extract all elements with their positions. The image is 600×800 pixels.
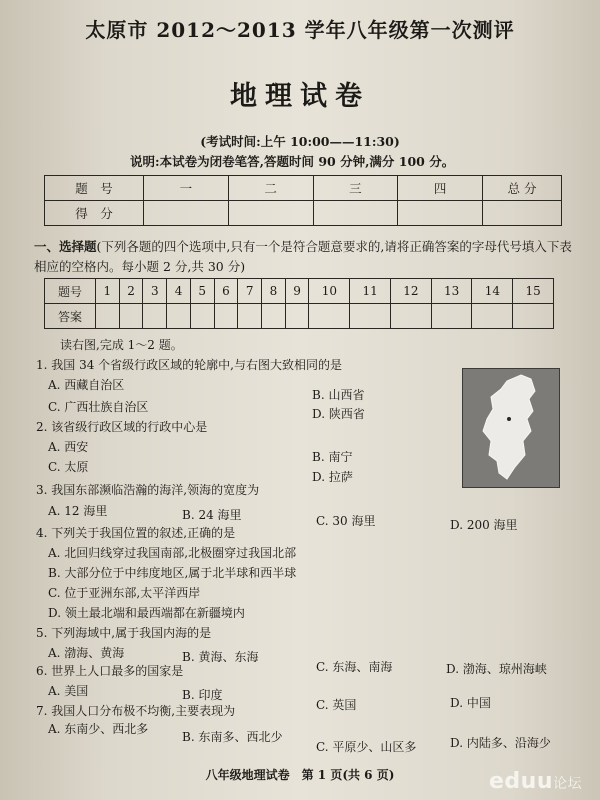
answer-cell-10[interactable] xyxy=(309,304,350,329)
answer-cell-12[interactable] xyxy=(390,304,431,329)
q1-option-b[interactable]: B. 山西省 xyxy=(312,388,365,402)
q2-option-c[interactable]: C. 太原 xyxy=(48,460,89,474)
q7-stem: 7. 我国人口分布极不均衡,主要表现为 xyxy=(36,704,236,718)
answer-cell-5[interactable] xyxy=(190,304,214,329)
answer-cell-9[interactable] xyxy=(285,304,309,329)
answer-cell-8[interactable] xyxy=(262,304,286,329)
q4-stem: 4. 下列关于我国位置的叙述,正确的是 xyxy=(36,526,236,540)
score-table xyxy=(44,175,562,226)
q3-stem: 3. 我国东部濒临浩瀚的海洋,领海的宽度为 xyxy=(36,483,260,497)
exam-title: 太原市 2012～2013 学年八年级第一次测评 xyxy=(85,18,515,42)
section1-heading xyxy=(34,237,574,277)
answer-cell-15[interactable] xyxy=(513,304,554,329)
answer-number: 6 xyxy=(214,279,238,304)
score-input-section3[interactable] xyxy=(313,201,398,226)
answer-table-answer-row xyxy=(45,304,554,329)
q6-option-b[interactable]: B. 印度 xyxy=(182,688,223,702)
score-cell-section3: 三 xyxy=(313,176,398,201)
answer-cell-2[interactable] xyxy=(119,304,143,329)
watermark-suffix: 论坛 xyxy=(553,776,582,792)
q1-option-a[interactable]: A. 西藏自治区 xyxy=(48,378,125,392)
q5-option-c[interactable]: C. 东海、南海 xyxy=(316,660,393,674)
answer-table-answer-label: 答案 xyxy=(45,304,96,329)
q3-option-c[interactable]: C. 30 海里 xyxy=(316,514,376,528)
answer-number: 14 xyxy=(472,279,513,304)
score-table-header-row xyxy=(45,176,562,201)
answer-number: 15 xyxy=(513,279,554,304)
q5-option-d[interactable]: D. 渤海、琼州海峡 xyxy=(446,662,547,676)
q5-option-b[interactable]: B. 黄海、东海 xyxy=(182,650,259,664)
watermark-brand: eduu xyxy=(489,769,553,794)
q4-option-d[interactable]: D. 领土最北端和最西端都在新疆境内 xyxy=(48,606,245,620)
q6-option-d[interactable]: D. 中国 xyxy=(450,696,491,710)
answer-cell-14[interactable] xyxy=(472,304,513,329)
q5-stem: 5. 下列海域中,属于我国内海的是 xyxy=(36,626,212,640)
answer-cell-13[interactable] xyxy=(431,304,472,329)
answer-number: 9 xyxy=(285,279,309,304)
answer-cell-11[interactable] xyxy=(350,304,391,329)
province-outline-map xyxy=(462,368,560,488)
section1-title: 一、选择题 xyxy=(34,239,97,254)
score-table-score-row xyxy=(45,201,562,226)
score-cell-section4: 四 xyxy=(398,176,483,201)
q1-option-d[interactable]: D. 陕西省 xyxy=(312,407,365,421)
q6-option-a[interactable]: A. 美国 xyxy=(48,684,89,698)
score-row-label: 得 分 xyxy=(45,201,144,226)
answer-cell-4[interactable] xyxy=(167,304,191,329)
answer-table xyxy=(44,278,554,329)
answer-number: 13 xyxy=(431,279,472,304)
score-cell-total: 总 分 xyxy=(483,176,562,201)
answer-number: 2 xyxy=(119,279,143,304)
q4-option-c[interactable]: C. 位于亚洲东部,太平洋西岸 xyxy=(48,586,201,600)
exam-time: (考试时间:上午 10:00——11:30) xyxy=(200,134,400,149)
score-cell-label: 题 号 xyxy=(45,176,144,201)
page-footer: 八年级地理试卷 第 1 页(共 6 页) xyxy=(205,768,395,782)
q1-stem: 1. 我国 34 个省级行政区域的轮廓中,与右图大致相同的是 xyxy=(36,358,342,372)
q2-option-a[interactable]: A. 西安 xyxy=(48,440,89,454)
shanxi-outline-icon xyxy=(463,369,559,487)
site-watermark xyxy=(489,769,582,794)
score-input-total[interactable] xyxy=(483,201,562,226)
answer-cell-7[interactable] xyxy=(238,304,262,329)
q7-option-c[interactable]: C. 平原少、山区多 xyxy=(316,740,417,754)
q2-option-b[interactable]: B. 南宁 xyxy=(312,450,353,464)
score-input-section1[interactable] xyxy=(144,201,229,226)
q7-option-a[interactable]: A. 东南少、西北多 xyxy=(48,722,149,736)
answer-number: 12 xyxy=(390,279,431,304)
answer-table-number-label: 题号 xyxy=(45,279,96,304)
answer-number: 10 xyxy=(309,279,350,304)
score-cell-section2: 二 xyxy=(228,176,313,201)
answer-number: 1 xyxy=(96,279,120,304)
q4-option-a[interactable]: A. 北回归线穿过我国南部,北极圈穿过我国北部 xyxy=(48,546,297,560)
answer-number: 5 xyxy=(190,279,214,304)
answer-number: 3 xyxy=(143,279,167,304)
q3-option-a[interactable]: A. 12 海里 xyxy=(48,504,108,518)
answer-number: 8 xyxy=(262,279,286,304)
answer-number: 7 xyxy=(238,279,262,304)
answer-number: 4 xyxy=(167,279,191,304)
q2-stem: 2. 该省级行政区域的行政中心是 xyxy=(36,420,208,434)
q1-option-c[interactable]: C. 广西壮族自治区 xyxy=(48,400,149,414)
q6-option-c[interactable]: C. 英国 xyxy=(316,698,357,712)
section1-instruction: (下列各题的四个选项中,只有一个是符合题意要求的,请将正确答案的字母代号填入下表相应的空格内。每小题 2 分,共 30 分) xyxy=(34,239,572,274)
score-input-section4[interactable] xyxy=(398,201,483,226)
score-cell-section1: 一 xyxy=(144,176,229,201)
q6-stem: 6. 世界上人口最多的国家是 xyxy=(36,664,184,678)
read-map-instruction: 读右图,完成 1～2 题。 xyxy=(60,338,183,352)
q7-option-d[interactable]: D. 内陆多、沿海少 xyxy=(450,736,551,750)
q3-option-d[interactable]: D. 200 海里 xyxy=(450,518,518,532)
answer-cell-1[interactable] xyxy=(96,304,120,329)
exam-instructions: 说明:本试卷为闭卷笔答,答题时间 90 分钟,满分 100 分。 xyxy=(130,154,455,169)
q2-option-d[interactable]: D. 拉萨 xyxy=(312,470,353,484)
score-input-section2[interactable] xyxy=(228,201,313,226)
answer-cell-3[interactable] xyxy=(143,304,167,329)
answer-cell-6[interactable] xyxy=(214,304,238,329)
answer-table-number-row xyxy=(45,279,554,304)
answer-number: 11 xyxy=(350,279,391,304)
q4-option-b[interactable]: B. 大部分位于中纬度地区,属于北半球和西半球 xyxy=(48,566,297,580)
subject-title: 地理试卷 xyxy=(230,81,370,112)
q7-option-b[interactable]: B. 东南多、西北少 xyxy=(182,730,283,744)
q5-option-a[interactable]: A. 渤海、黄海 xyxy=(48,646,125,660)
q3-option-b[interactable]: B. 24 海里 xyxy=(182,508,242,522)
